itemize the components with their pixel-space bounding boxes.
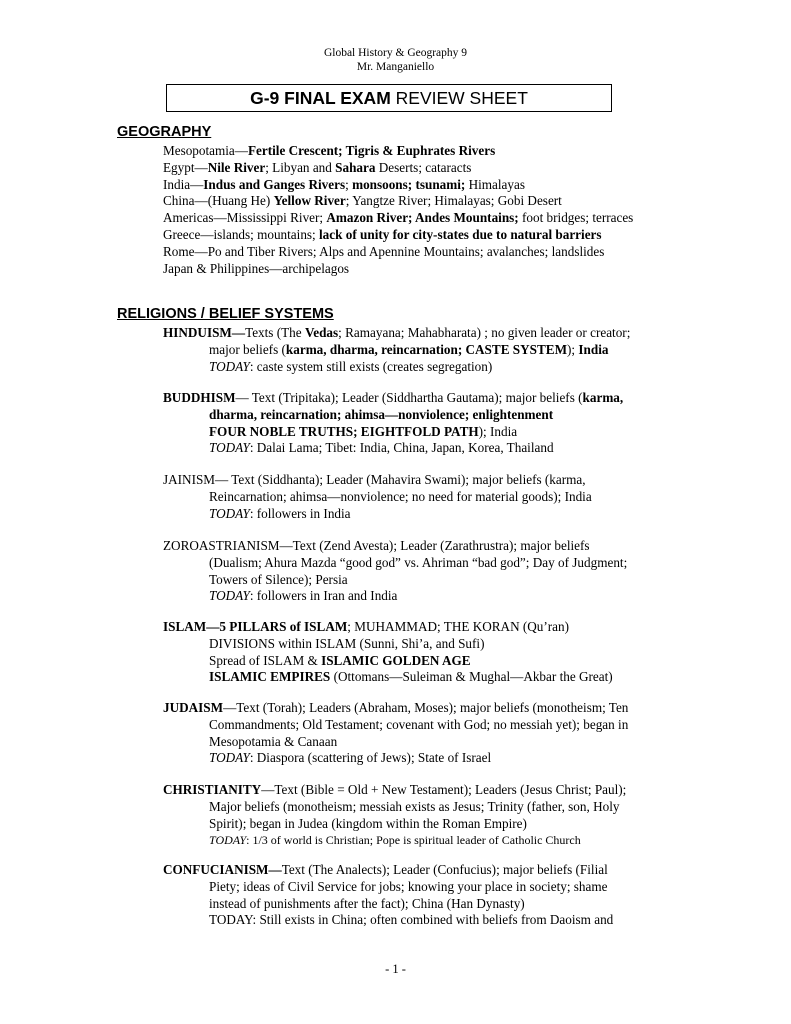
confucianism-line: Piety; ideas of Civil Service for jobs; knowing your place in society; shame [209, 878, 608, 894]
buddhism-line: BUDDHISM— Text (Tripitaka); Leader (Siddhartha Gautama); major beliefs (karma, [163, 390, 624, 405]
zoroastrianism-line: Towers of Silence); Persia [209, 571, 348, 587]
judaism-line: TODAY: Diaspora (scattering of Jews); State of Israel [209, 750, 492, 766]
geography-line: Rome—Po and Tiber Rivers; Alps and Apennine Mountains; avalanches; landslides [163, 243, 605, 259]
islam-line: Spread of ISLAM & ISLAMIC GOLDEN AGE [209, 652, 471, 668]
geography-line: Mesopotamia—Fertile Crescent; Tigris & Euphrates Rivers [163, 143, 496, 158]
geography-heading: GEOGRAPHY [117, 124, 212, 140]
geography-line: India—Indus and Ganges Rivers; monsoons; tsunami; Himalayas [163, 176, 525, 192]
judaism-line: Mesopotamia & Canaan [209, 733, 338, 749]
exam-title-bold: G-9 FINAL EXAM [250, 88, 391, 108]
islam-line: ISLAM—5 PILLARS of ISLAM; MUHAMMAD; THE KORAN (Qu’ran) [163, 619, 570, 634]
christianity-line: Major beliefs (monotheism; messiah exists as Jesus; Trinity (father, son, Holy [209, 798, 620, 814]
buddhism-line: FOUR NOBLE TRUTHS; EIGHTFOLD PATH); India [209, 423, 518, 439]
geography-line: Americas—Mississippi River; Amazon River; Andes Mountains; foot bridges; terraces [163, 210, 634, 226]
buddhism-line: TODAY: Dalai Lama; Tibet: India, China, Japan, Korea, Thailand [209, 440, 554, 456]
confucianism-line: instead of punishments after the fact); China (Han Dynasty) [209, 895, 525, 911]
geography-line: Egypt—Nile River; Libyan and Sahara Deserts; cataracts [163, 159, 472, 175]
hinduism-line: TODAY: caste system still exists (creates segregation) [209, 358, 493, 374]
geography-line: China—(Huang He) Yellow River; Yangtze River; Himalayas; Gobi Desert [163, 193, 562, 209]
jainism-line: TODAY: followers in India [209, 505, 351, 521]
judaism-line: Commandments; Old Testament; covenant with God; no messiah yet); began in [209, 716, 629, 732]
jainism-line: JAINISM— Text (Siddhanta); Leader (Mahavira Swami); major beliefs (karma, [163, 472, 586, 487]
christianity-line: TODAY: 1/3 of world is Christian; Pope is spiritual leader of Catholic Church [209, 833, 581, 848]
hinduism-line: major beliefs (karma, dharma, reincarnation; CASTE SYSTEM); India [209, 341, 609, 357]
jainism-line: Reincarnation; ahimsa—nonviolence; no need for material goods); India [209, 488, 592, 504]
teacher-name: Mr. Manganiello [356, 61, 435, 73]
hinduism-line: HINDUISM—Texts (The Vedas; Ramayana; Mahabharata) ; no given leader or creator; [163, 325, 631, 340]
confucianism-line: TODAY: Still exists in China; often combined with beliefs from Daoism and [209, 912, 614, 928]
confucianism-line: CONFUCIANISM—Text (The Analects); Leader (Confucius); major beliefs (Filial [163, 862, 608, 877]
buddhism-line: dharma, reincarnation; ahimsa—nonviolence; enlightenment [209, 406, 554, 422]
zoroastrianism-line: ZOROASTRIANISM—Text (Zend Avesta); Leader (Zarathrustra); major beliefs [163, 538, 590, 553]
exam-title-rest: REVIEW SHEET [390, 88, 528, 108]
geography-line: Japan & Philippines—archipelagos [163, 260, 350, 276]
page-number: - 1 - [385, 962, 406, 976]
christianity-line: CHRISTIANITY—Text (Bible = Old + New Testament); Leaders (Jesus Christ; Paul); [163, 782, 627, 797]
course-title: Global History & Geography 9 [323, 47, 468, 59]
religions-heading: RELIGIONS / BELIEF SYSTEMS [117, 306, 334, 322]
islam-line: ISLAMIC EMPIRES (Ottomans—Suleiman & Mughal—Akbar the Great) [209, 669, 613, 685]
exam-title-box [166, 84, 612, 112]
judaism-line: JUDAISM—Text (Torah); Leaders (Abraham, Moses); major beliefs (monotheism; Ten [163, 700, 629, 715]
christianity-line: Spirit); began in Judea (kingdom within the Roman Empire) [209, 815, 527, 831]
zoroastrianism-line: (Dualism; Ahura Mazda “good god” vs. Ahriman “bad god”; Day of Judgment; [209, 554, 628, 570]
geography-line: Greece—islands; mountains; lack of unity for city-states due to natural barriers [163, 227, 602, 242]
zoroastrianism-line: TODAY: followers in Iran and India [209, 588, 398, 604]
islam-line: DIVISIONS within ISLAM (Sunni, Shi’a, and Sufi) [209, 635, 485, 651]
